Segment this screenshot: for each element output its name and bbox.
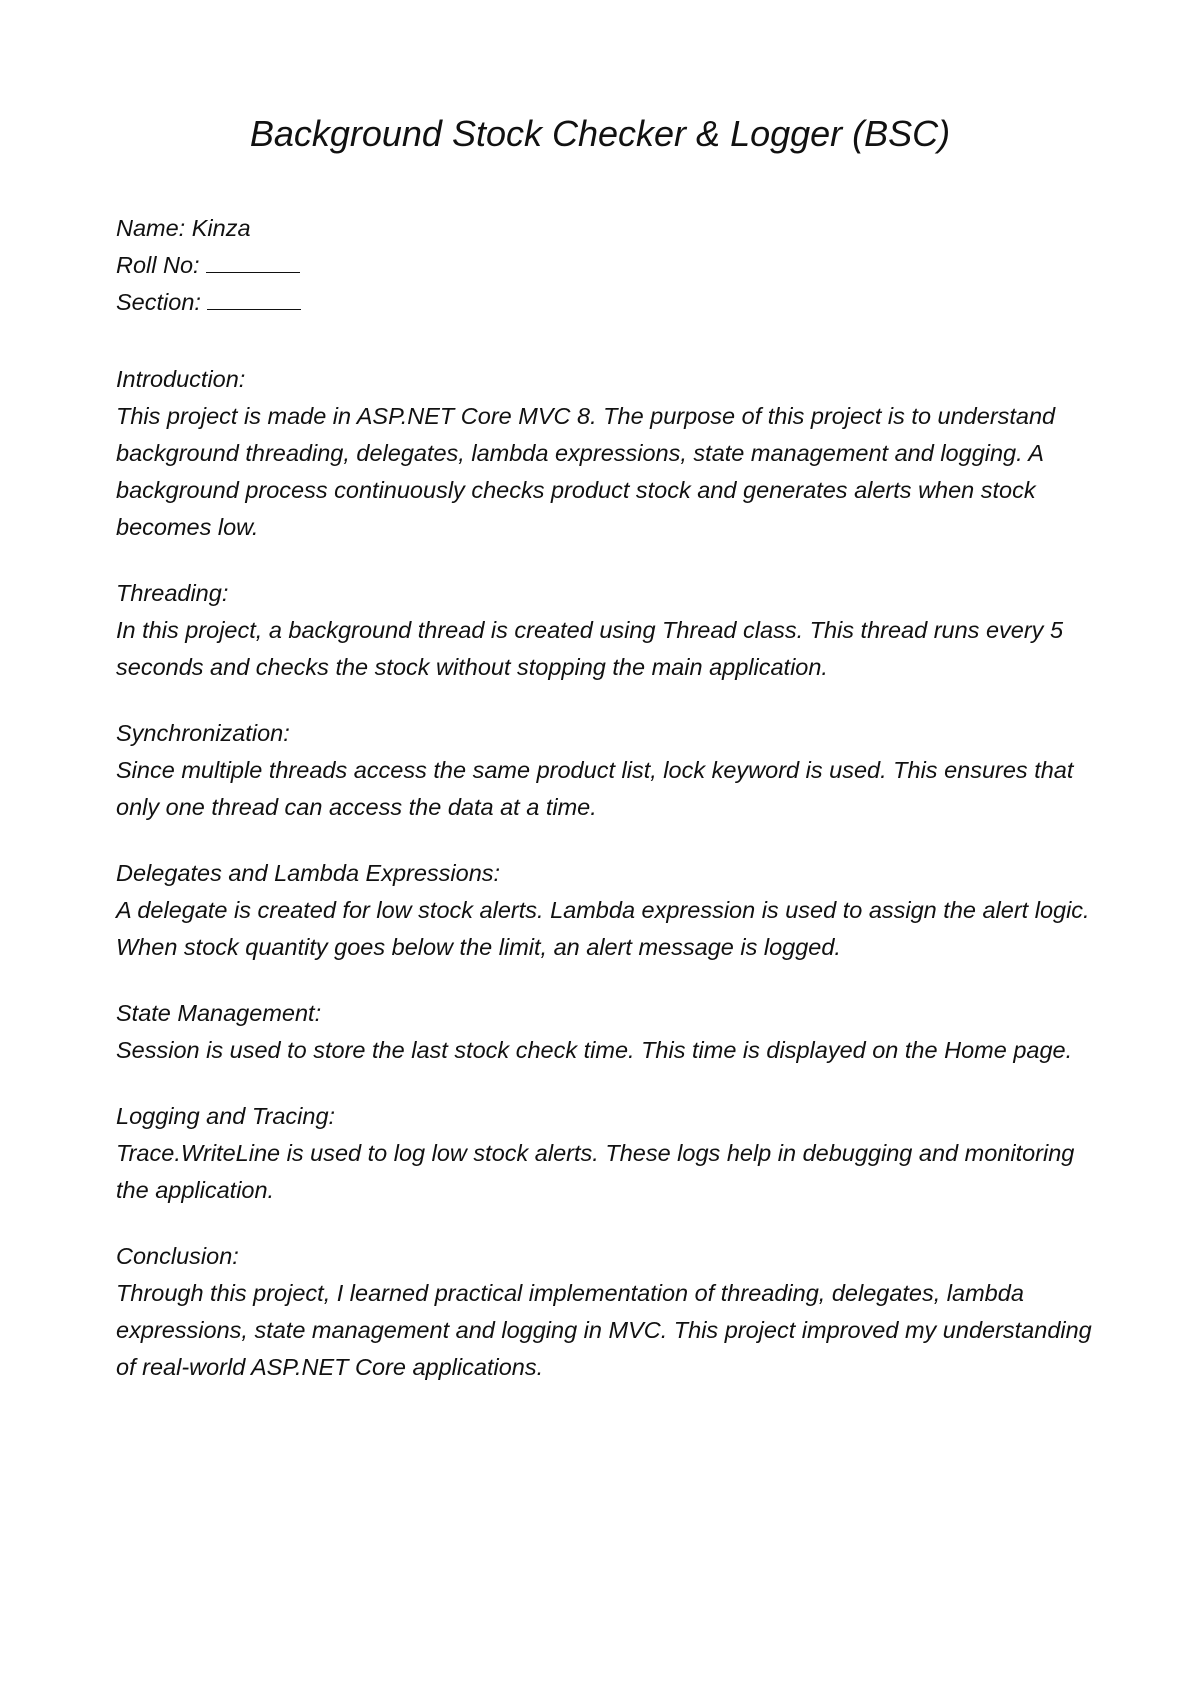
introduction-section	[116, 361, 1106, 546]
section-body: Through this project, I learned practical implementation of threading, delegates, lambda expressions, state management and logging in MVC. This project improved my understanding of real-world ASP.NET Core applications.	[116, 1280, 1092, 1380]
section-heading: State Management:	[116, 1000, 322, 1026]
roll-number-line	[116, 247, 1106, 284]
name-line: Name: Kinza	[116, 215, 251, 241]
section-body: Session is used to store the last stock check time. This time is displayed on the Home page.	[116, 1037, 1073, 1063]
section-heading: Threading:	[116, 580, 229, 606]
logging-tracing-section	[116, 1098, 1106, 1209]
section-heading: Delegates and Lambda Expressions:	[116, 860, 501, 886]
synchronization-section	[116, 715, 1106, 826]
student-info	[116, 210, 1106, 321]
section-heading: Introduction:	[116, 366, 246, 392]
document-title: Background Stock Checker & Logger (BSC)	[249, 113, 951, 154]
document-content	[116, 210, 1106, 1415]
section-line	[116, 284, 1106, 321]
roll-number-blank	[206, 250, 300, 273]
section-blank	[207, 287, 301, 310]
section-body: A delegate is created for low stock alerts. Lambda expression is used to assign the alert logic. When stock quantity goes below the limit, an alert message is logged.	[116, 897, 1090, 960]
section-body: Since multiple threads access the same product list, lock keyword is used. This ensures that only one thread can access the data at a time.	[116, 757, 1074, 820]
delegates-lambda-section	[116, 855, 1106, 966]
threading-section	[116, 575, 1106, 686]
section-heading: Conclusion:	[116, 1243, 239, 1269]
conclusion-section	[116, 1238, 1106, 1386]
roll-number-label: Roll No:	[116, 252, 200, 278]
section-body: Trace.WriteLine is used to log low stock alerts. These logs help in debugging and monitoring the application.	[116, 1140, 1075, 1203]
section-body: This project is made in ASP.NET Core MVC 8. The purpose of this project is to understand background threading, delegates, lambda expressions, state management and logging. A background process continuously checks product stock and generates alerts when stock becomes low.	[116, 403, 1056, 540]
section-heading: Synchronization:	[116, 720, 290, 746]
section-label: Section:	[116, 289, 201, 315]
section-body: In this project, a background thread is created using Thread class. This thread runs every 5 seconds and checks the stock without stopping the main application.	[116, 617, 1064, 680]
section-heading: Logging and Tracing:	[116, 1103, 336, 1129]
state-management-section	[116, 995, 1106, 1069]
